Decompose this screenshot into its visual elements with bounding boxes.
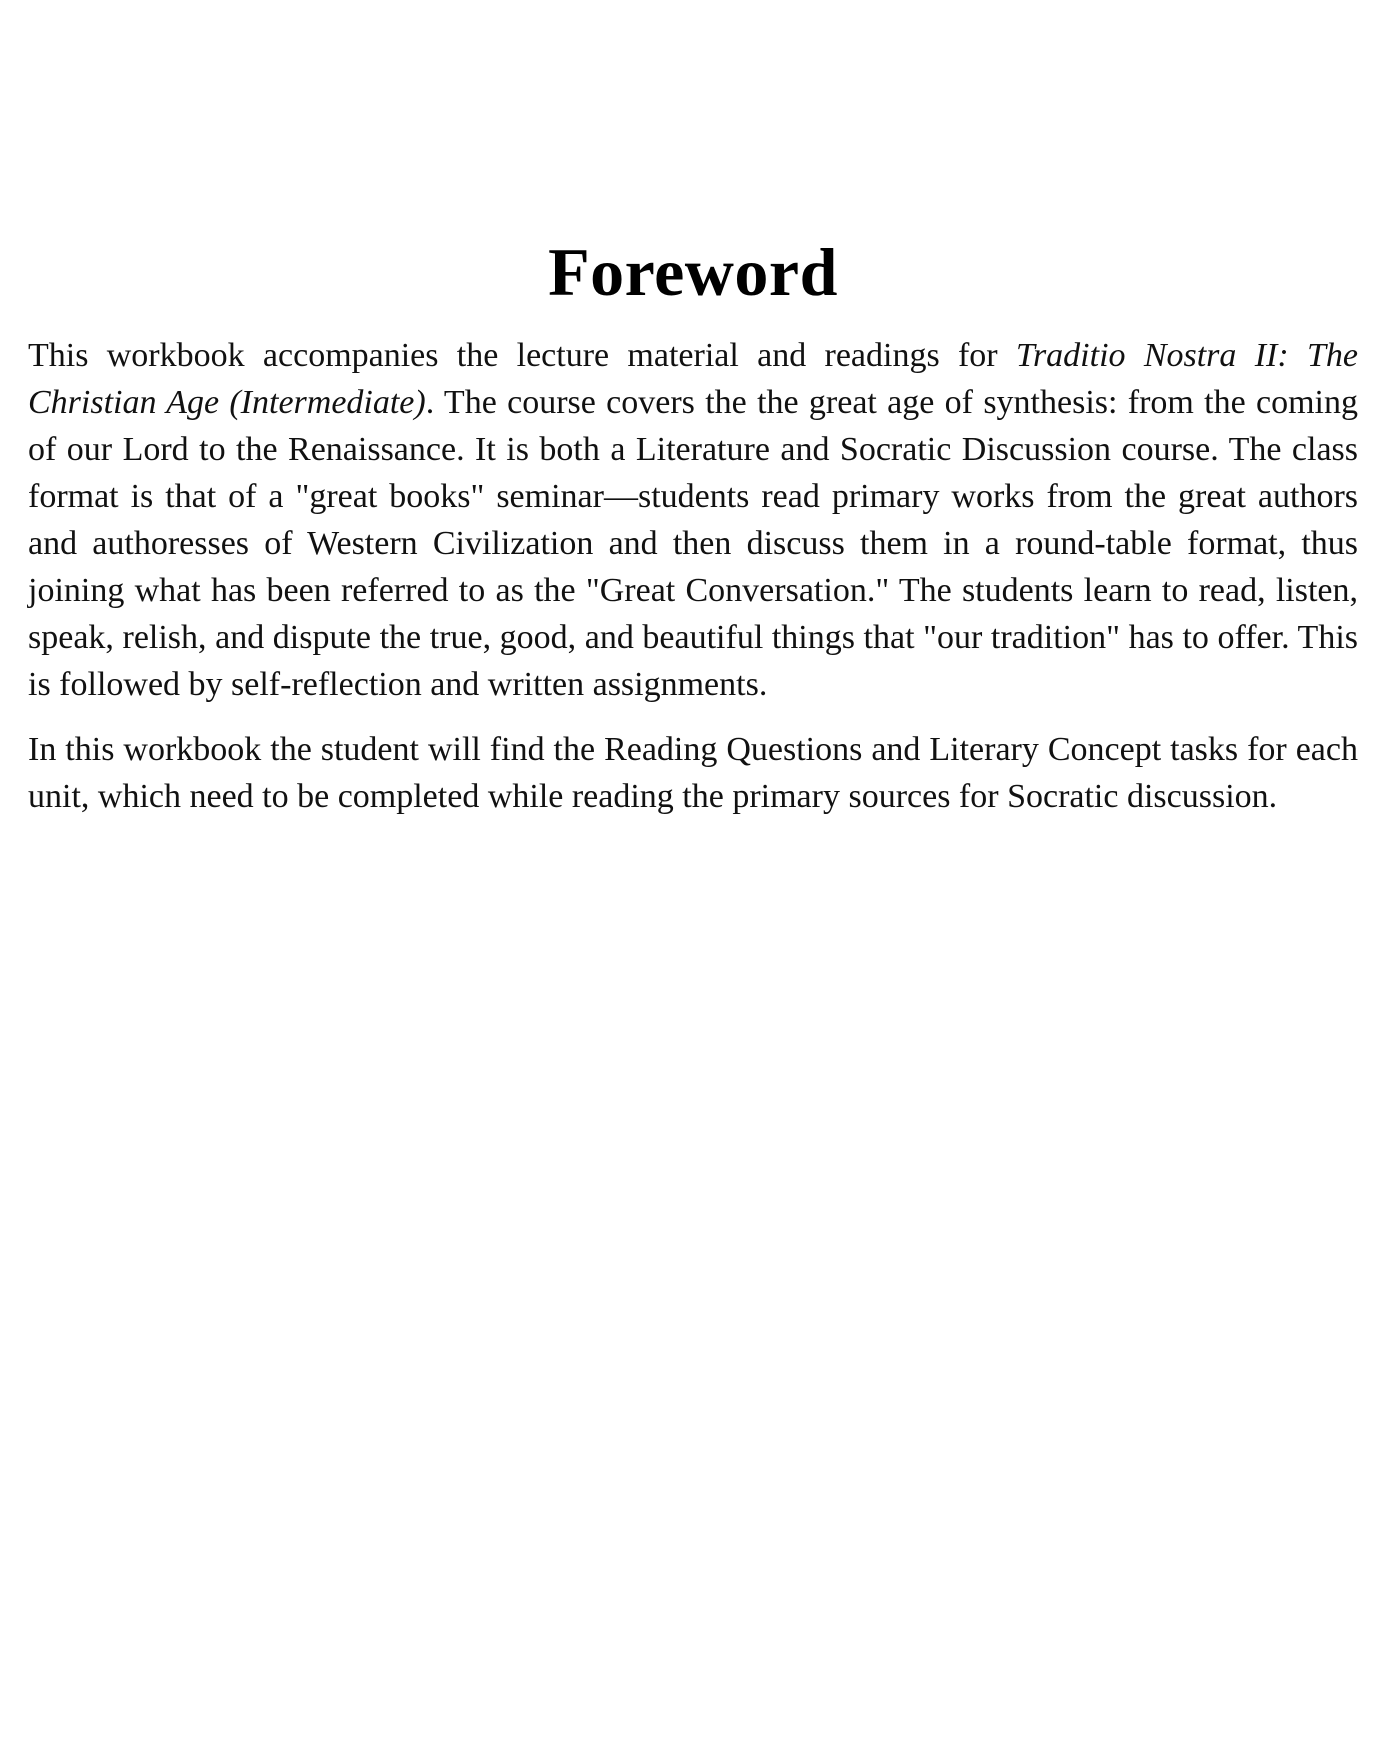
page-title: Foreword (548, 234, 838, 310)
document-page (28, 232, 1358, 838)
paragraph-intro (28, 332, 1358, 708)
document-body (28, 332, 1358, 820)
course-title-italic: Traditio Nostra II: The Christian Age (Intermediate) (28, 337, 1358, 421)
paragraph-intro-lead: This workbook accompanies the lecture material and readings for (28, 337, 1016, 374)
paragraph-workbook-contents: In this workbook the student will find the Reading Questions and Literary Concept tasks for each unit, which need to be completed while reading the primary sources for Socratic discussion. (28, 731, 1358, 815)
paragraph-intro-rest: . The course covers the the great age of synthesis: from the coming of our Lord to the Renaissance. It is both a Literature and Socratic Discussion course. The class format is that of a "great books" seminar—students read primary works from the great authors and authoresses of Western Civilization and then discuss them in a round-table format, thus joining what has been referred to as the "Great Conversation." The students learn to read, listen, speak, relish, and dispute the true, good, and beautiful things that "our tradition" has to offer. This is followed by self-reflection and written assignments. (28, 384, 1359, 703)
